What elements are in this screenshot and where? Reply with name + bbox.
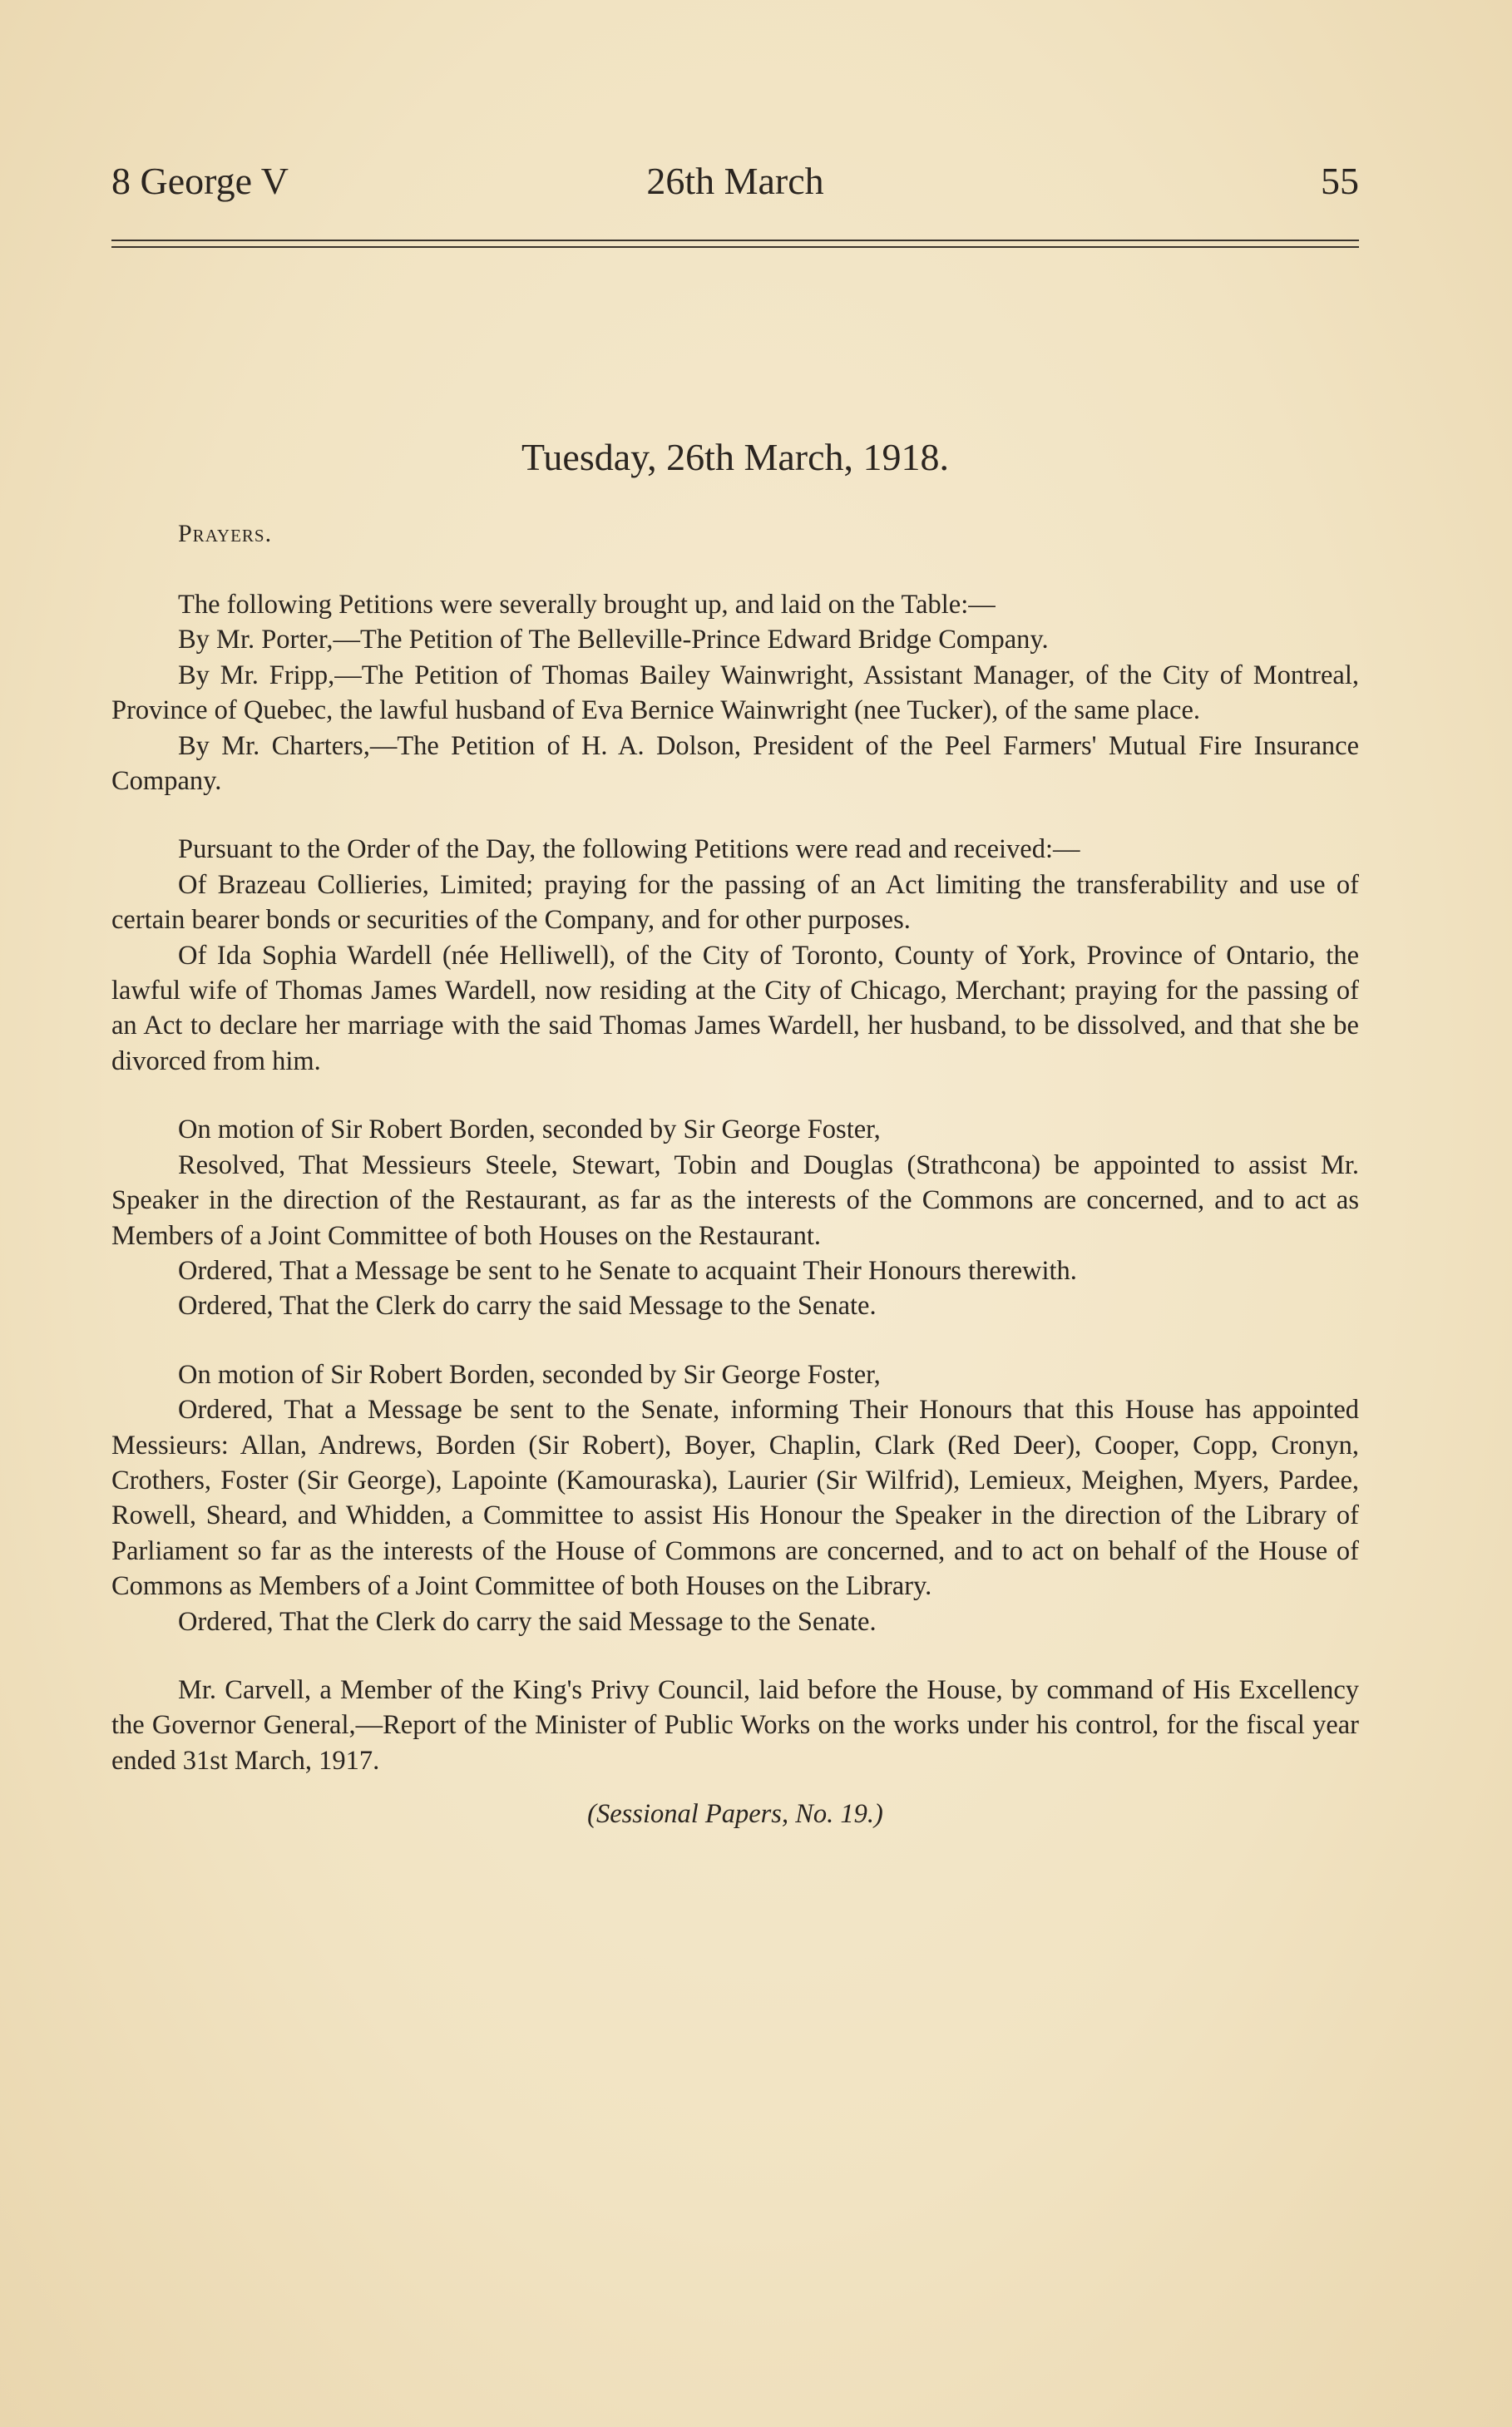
paragraph-porter-petition: By Mr. Porter,—The Petition of The Belleville-Prince Edward Bridge Company.	[178, 625, 1049, 655]
paragraph-carvell-report: Mr. Carvell, a Member of the King's Privy Council, laid before the House, by command of His Excellency the Governor General,—Report of the Minister of Public Works on the works under his control, for the fiscal year ended 31st March, 1917.	[111, 1674, 1359, 1776]
regnal-year: 8 George V	[111, 160, 289, 202]
paragraph-motion-2: On motion of Sir Robert Borden, seconded by Sir George Foster,	[178, 1359, 881, 1390]
paragraph-brazeau-petition: Of Brazeau Collieries, Limited; praying for the passing of an Act limiting the transferability and use of certain bearer bonds or securities of the Company, and for other purposes.	[111, 869, 1359, 936]
running-date: 26th March	[646, 160, 824, 202]
paragraph-clerk-ordered-1: Ordered, That the Clerk do carry the said Message to the Senate.	[178, 1291, 877, 1322]
paragraph-library-message: Ordered, That a Message be sent to the Senate, informing Their Honours that this House has appointed Messieurs: Allan, Andrews, Borden (Sir Robert), Boyer, Chaplin, Clark (Red Deer), Cooper, Copp, Cronyn, Crothers, Foster (Sir George), Lapointe (Kamouraska), Laurier (Sir Wilfrid), Lemieux, Meighen, Myers, Pardee, Rowell, Sheard, and Whidden, a Committee to assist His Honour the Speaker in the direction of the Library of Parliament so far as the interests of the House of Commons are concerned, and to act on behalf of the House of Commons as Members of a Joint Committee of both Houses on the Library.	[111, 1395, 1359, 1602]
paragraph-petitions-intro: The following Petitions were severally brought up, and laid on the Table:—	[178, 590, 996, 620]
running-head	[111, 156, 1359, 206]
paragraph-fripp-petition: By Mr. Fripp,—The Petition of Thomas Bailey Wainwright, Assistant Manager, of the City of Montreal, Province of Quebec, the lawful husband of Eva Bernice Wainwright (nee Tucker), of the same place.	[111, 660, 1359, 726]
paragraph-motion-1: On motion of Sir Robert Borden, seconded by Sir George Foster,	[178, 1115, 881, 1145]
paragraph-message-ordered-1: Ordered, That a Message be sent to he Senate to acquaint Their Honours therewith.	[178, 1255, 1077, 1286]
paragraph-wardell-petition: Of Ida Sophia Wardell (née Helliwell), of the City of Toronto, County of York, Province of Ontario, the lawful wife of Thomas James Wardell, now residing at the City of Chicago, Merchant; praying for the passing of an Act to declare her marriage with the said Thomas James Wardell, her husband, to be dissolved, and that she be divorced from him.	[111, 940, 1359, 1076]
paragraph-clerk-ordered-2: Ordered, That the Clerk do carry the said Message to the Senate.	[178, 1606, 877, 1637]
day-heading: Tuesday, 26th March, 1918.	[521, 436, 950, 478]
header-rule-top	[111, 240, 1359, 241]
sessional-papers-reference: (Sessional Papers, No. 19.)	[587, 1799, 883, 1830]
paragraph-restaurant-resolution: Resolved, That Messieurs Steele, Stewart, Tobin and Douglas (Strathcona) be appointed to assist Mr. Speaker in the direction of the Restaurant, as far as the interests of the Commons are concerned, and to act as Members of a Joint Committee of both Houses on the Restaurant.	[111, 1149, 1359, 1251]
header-rule-bottom	[111, 246, 1359, 248]
paragraph-charters-petition: By Mr. Charters,—The Petition of H. A. Dolson, President of the Peel Farmers' Mutual Fire Insurance Company.	[111, 730, 1359, 797]
page-number: 55	[1321, 160, 1359, 202]
journal-body	[111, 587, 1359, 1832]
prayers-heading: Prayers.	[178, 520, 273, 547]
paragraph-order-of-day: Pursuant to the Order of the Day, the following Petitions were read and received:—	[178, 834, 1080, 865]
